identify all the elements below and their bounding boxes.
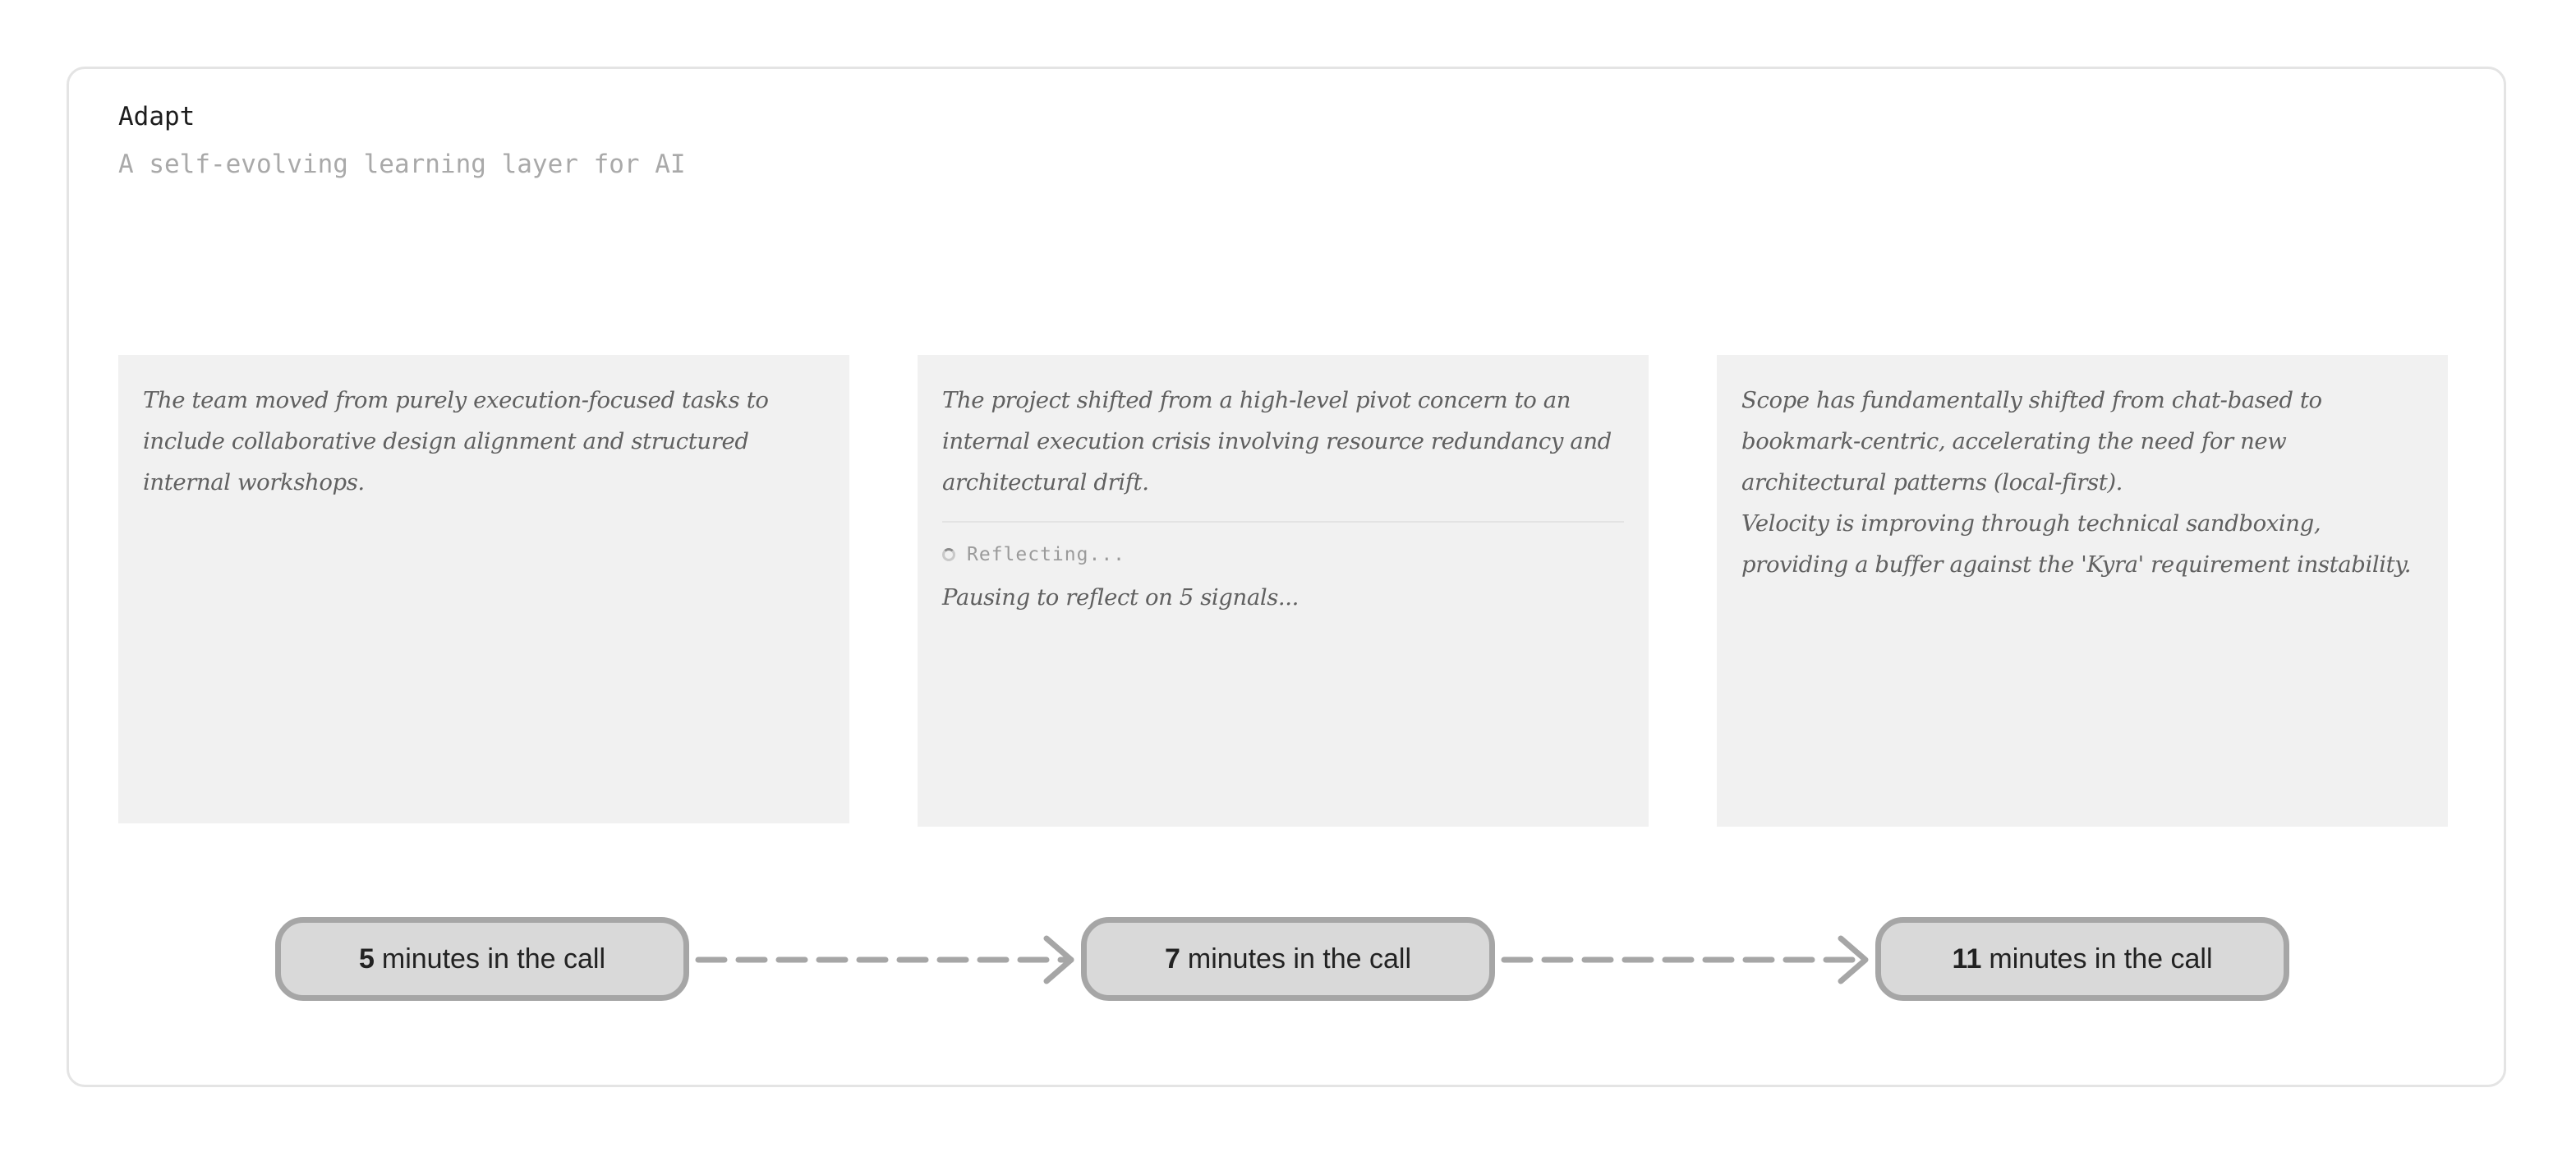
minutes-value: 7 [1164,943,1180,975]
card-divider [942,521,1624,523]
minutes-value: 11 [1952,943,1982,975]
timeline-pill-2 [1081,917,1495,1001]
status-label: Reflecting... [967,544,1126,565]
minutes-value: 5 [358,943,375,975]
app-subtitle: A self-evolving learning layer for AI [118,150,686,179]
spinner-icon [942,548,955,561]
insight-text: The project shifted from a high-level pivot concern to an internal execution crisis involving resource redundancy and architectural drift. [942,387,1612,496]
insight-card-1 [118,355,849,823]
insight-card-2 [918,355,1649,827]
timeline-pill-3 [1875,917,2289,1001]
dashed-arrow-icon [695,927,1081,993]
insight-text: Scope has fundamentally shifted from chat-based to bookmark-centric, accelerating the need for new architectural patterns (local-first). Velocity is improving through technical sandboxing, providing a buffer against the 'Kyra' requirement instability. [1741,387,2412,578]
status-detail: Pausing to reflect on 5 signals... [942,584,1299,611]
minutes-label: minutes in the call [1187,943,1412,975]
timeline-pill-1 [275,917,689,1001]
insight-text: The team moved from purely execution-focused tasks to include collaborative design alignment and structured internal workshops. [143,387,769,496]
app-title: Adapt [118,102,196,131]
minutes-label: minutes in the call [1989,943,2213,975]
insight-card-3 [1717,355,2448,827]
reflecting-status [942,542,1624,567]
dashed-arrow-icon [1501,927,1875,993]
minutes-label: minutes in the call [381,943,606,975]
